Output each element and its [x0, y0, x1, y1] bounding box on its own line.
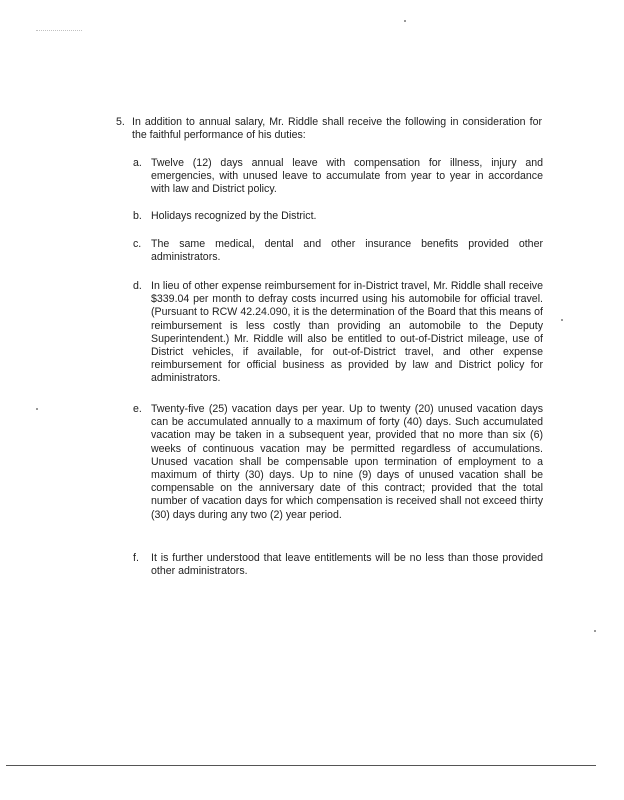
subitem-marker: c. — [133, 238, 142, 250]
subitem-d — [133, 280, 543, 386]
footer-rule — [6, 765, 596, 766]
subitem-b — [133, 210, 543, 223]
subitem-e — [133, 403, 543, 522]
subitem-text: Twelve (12) days annual leave with compensation for illness, injury and emergencies, with unused leave to accumulate from year to year in accordance with law and District policy. — [151, 157, 543, 196]
subitem-text: It is further understood that leave entitlements will be no less than those provided other administrators. — [151, 552, 543, 578]
subitem-marker: e. — [133, 403, 142, 415]
subitem-marker: a. — [133, 157, 142, 169]
subitem-marker: b. — [133, 210, 142, 222]
subitem-text: In lieu of other expense reimbursement for in-District travel, Mr. Riddle shall receive $339.04 per month to defray costs incurred using his automobile for official travel. (Pursuant to RCW 42.24.090, it is the determination of the Board that this means of reimbursement is less costly than providing an automobile to the Deputy Superintendent.) Mr. Riddle will also be entitled to out-of-District mileage, use of District vehicles, if available, for out-of-District travel, and other expense reimbursement for official business as provided by law and District policy for administrators. — [151, 280, 543, 385]
section-number: 5. — [116, 116, 125, 128]
section-5 — [116, 116, 542, 142]
subitem-text: The same medical, dental and other insurance benefits provided other administrators. — [151, 238, 543, 264]
scan-speck — [594, 630, 596, 632]
subitem-a — [133, 157, 543, 197]
section-intro-text: In addition to annual salary, Mr. Riddle shall receive the following in consideration for the faithful performance of his duties: — [132, 116, 542, 142]
subitem-c — [133, 238, 543, 264]
scan-speck — [561, 319, 563, 321]
scan-speck — [404, 20, 406, 22]
subitem-marker: d. — [133, 280, 142, 292]
subitem-f — [133, 552, 543, 578]
subitem-text: Holidays recognized by the District. — [151, 210, 317, 222]
subitem-text: Twenty-five (25) vacation days per year. Up to twenty (20) unused vacation days can be accumulated annually to a maximum of forty (40) days. Such accumulated vacation may be taken in a subsequent year, provided that no more than six (6) weeks of continuous vacation may be permitted regardless of accumulations. Unused vacation shall be compensable upon termination of employment to a maximum of thirty (30) days. Up to nine (9) days of unused vacation shall be compensable on the anniversary date of this contract; provided that the total number of vacation days for which compensation is received shall not exceed thirty (30) days during any two (2) year period. — [151, 403, 543, 521]
subitem-marker: f. — [133, 552, 139, 564]
scan-speck — [36, 408, 38, 410]
scan-artifact — [36, 30, 82, 39]
